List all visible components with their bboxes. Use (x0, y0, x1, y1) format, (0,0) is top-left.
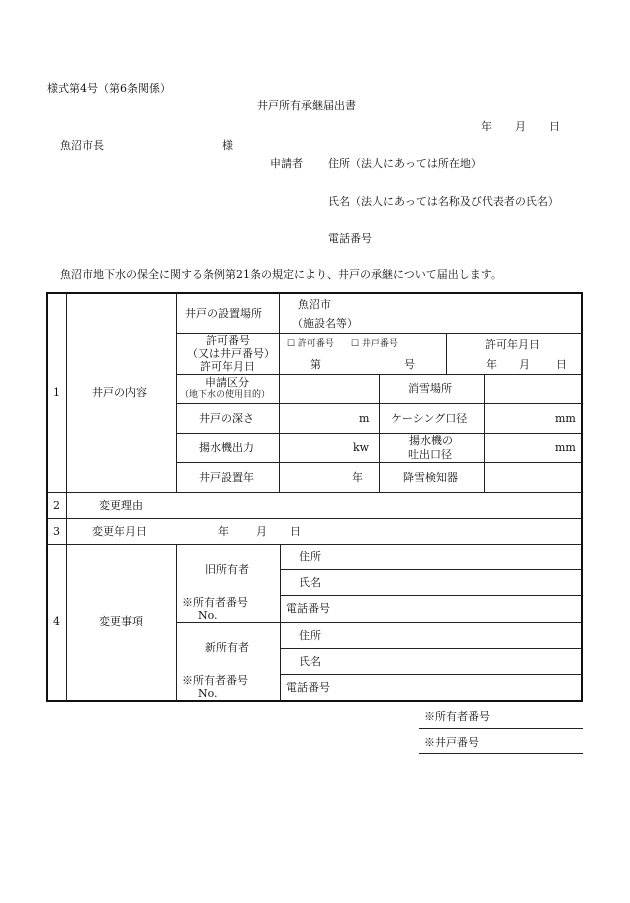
honorific: 様 (222, 139, 233, 152)
pump-diameter-unit: mm (555, 441, 576, 454)
new-owner-phone-label: 電話番号 (286, 681, 330, 694)
pump-output-label: 揚水機出力 (199, 441, 254, 454)
date-year-label: 年 (481, 120, 492, 133)
row-number-1: 1 (53, 386, 60, 399)
divider (47, 544, 582, 545)
permit-day-label: 日 (556, 358, 567, 371)
footer-well-number-label: ※井戸番号 (424, 736, 479, 749)
permit-month-label: 月 (519, 358, 530, 371)
date-day-label: 日 (549, 120, 560, 133)
install-year-label: 井戸設置年 (199, 471, 254, 484)
new-owner-no-label: No. (198, 687, 218, 700)
application-type-label: 申請区分 (205, 376, 249, 389)
casing-diameter-label: ケーシング口径 (391, 412, 468, 425)
recipient: 魚沼市長 (60, 139, 104, 152)
snow-detector-label: 降雪検知器 (403, 471, 458, 484)
pump-diameter-label-2: 吐出口径 (408, 448, 452, 461)
old-owner-phone-label: 電話番号 (286, 602, 330, 615)
divider (176, 403, 582, 404)
divider (280, 569, 582, 570)
divider (446, 333, 447, 374)
old-owner-address-label: 住所 (299, 550, 321, 563)
casing-diameter-unit: mm (555, 412, 576, 425)
well-number-checkbox[interactable]: ☐ 井戸番号 (351, 339, 398, 349)
new-owner-name-label: 氏名 (299, 655, 321, 668)
old-owner-no-label: No. (198, 609, 218, 622)
permit-dai-label: 第 (310, 358, 321, 371)
permit-go-label: 号 (404, 358, 415, 371)
row-number-3: 3 (53, 525, 60, 538)
permit-year-label: 年 (486, 358, 497, 371)
row-label-change-reason: 変更理由 (99, 499, 143, 512)
new-owner-address-label: 住所 (299, 629, 321, 642)
applicant-name-label: 氏名（法人にあっては名称及び代表者の氏名） (328, 195, 559, 208)
new-owner-label: 新所有者 (205, 641, 249, 654)
row-number-2: 2 (53, 499, 60, 512)
divider (176, 433, 582, 434)
well-depth-label: 井戸の深さ (199, 412, 254, 425)
permit-date-label: 許可年月日 (485, 338, 540, 351)
old-owner-name-label: 氏名 (299, 576, 321, 589)
old-owner-number-label: ※所有者番号 (182, 596, 248, 609)
install-year-unit: 年 (352, 471, 363, 484)
footer-well-number-line (419, 753, 583, 754)
divider (47, 492, 582, 493)
change-day-label: 日 (290, 525, 301, 538)
divider (280, 595, 582, 596)
row-number-4: 4 (53, 615, 60, 628)
old-owner-label: 旧所有者 (205, 563, 249, 576)
footer-owner-number-line (419, 728, 583, 729)
intro-text: 魚沼市地下水の保全に関する条例第21条の規定により、井戸の承継について届出します。 (60, 268, 502, 281)
permit-number-sub-label: （又は井戸番号） (187, 347, 275, 360)
row-label-change-date: 変更年月日 (92, 525, 147, 538)
permit-date-sub-label: 許可年月日 (200, 360, 255, 373)
row-label-change-items: 変更事項 (99, 615, 143, 628)
row-label-well-contents: 井戸の内容 (92, 386, 147, 399)
applicant-label: 申請者 (270, 157, 303, 170)
divider (66, 293, 67, 701)
change-year-label: 年 (218, 525, 229, 538)
divider (47, 518, 582, 519)
application-type-sub-label: （地下水の使用目的） (180, 390, 271, 400)
applicant-address-label: 住所（法人にあっては所在地） (328, 157, 482, 170)
applicant-phone-label: 電話番号 (328, 232, 372, 245)
document-title: 井戸所有承継届出書 (257, 99, 356, 112)
date-month-label: 月 (515, 120, 526, 133)
pump-output-unit: kw (353, 441, 370, 454)
change-month-label: 月 (256, 525, 267, 538)
divider (176, 462, 582, 463)
footer-owner-number-label: ※所有者番号 (424, 710, 490, 723)
pump-diameter-label-1: 揚水機の (409, 434, 453, 447)
well-location-facility[interactable]: （施設名等） (292, 317, 358, 330)
new-owner-number-label: ※所有者番号 (182, 674, 248, 687)
divider (280, 648, 582, 649)
divider (176, 374, 582, 375)
divider (280, 674, 582, 675)
permit-number-checkbox[interactable]: ☐ 許可番号 (287, 339, 334, 349)
well-location-label: 井戸の設置場所 (185, 307, 262, 320)
permit-number-label: 許可番号 (206, 334, 250, 347)
well-depth-unit: m (359, 412, 370, 425)
snow-place-label: 消雪場所 (408, 382, 452, 395)
well-location-city[interactable]: 魚沼市 (298, 298, 331, 311)
divider (176, 622, 582, 623)
form-number: 様式第4号（第6条関係） (47, 82, 171, 95)
